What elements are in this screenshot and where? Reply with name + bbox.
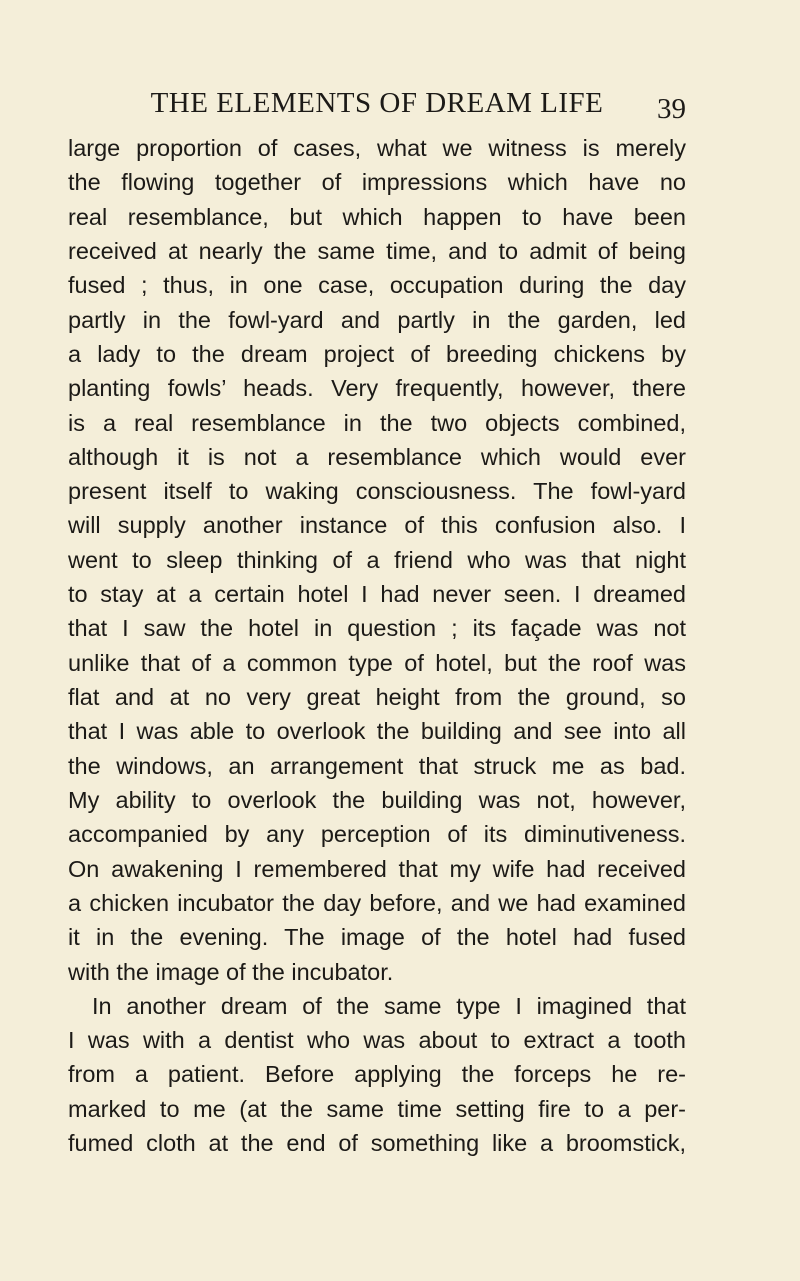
- body-text: [68, 131, 686, 1160]
- text-line: present itself to waking consciousness. The fowl-yard: [68, 478, 686, 505]
- text-line: unlike that of a common type of hotel, but the roof was: [68, 649, 686, 676]
- text-line: My ability to overlook the building was not, however,: [68, 786, 686, 813]
- text-line: In another dream of the same type I imagined that: [92, 992, 686, 1019]
- text-line: from a patient. Before applying the forceps he re-: [68, 1061, 686, 1088]
- text-line: accompanied by any perception of its diminutiveness.: [68, 821, 686, 848]
- text-line: a chicken incubator the day before, and we had examined: [68, 889, 686, 916]
- running-title: THE ELEMENTS OF DREAM LIFE: [150, 87, 604, 119]
- text-line: large proportion of cases, what we witness is merely: [68, 135, 686, 161]
- text-line: although it is not a resemblance which would ever: [68, 443, 686, 470]
- page-number: 39: [657, 93, 686, 125]
- text-line: fused ; thus, in one case, occupation during the day: [68, 272, 686, 299]
- page-header: [68, 82, 686, 125]
- text-line: will supply another instance of this confusion also. I: [68, 512, 686, 539]
- text-line: went to sleep thinking of a friend who was that night: [68, 546, 686, 573]
- text-line: to stay at a certain hotel I had never seen. I dreamed: [68, 581, 686, 608]
- text-line: I was with a dentist who was about to extract a tooth: [68, 1027, 686, 1054]
- text-line: real resemblance, but which happen to have been: [68, 203, 686, 230]
- text-line: planting fowls’ heads. Very frequently, however, there: [68, 375, 686, 402]
- text-line: it in the evening. The image of the hotel had fused: [68, 924, 686, 951]
- text-line: the flowing together of impressions which have no: [68, 169, 686, 196]
- text-line: a lady to the dream project of breeding chickens by: [68, 340, 686, 367]
- text-line: with the image of the incubator.: [68, 958, 394, 985]
- text-line: On awakening I remembered that my wife had received: [68, 855, 686, 882]
- text-line: that I saw the hotel in question ; its façade was not: [68, 615, 686, 642]
- text-line: partly in the fowl-yard and partly in the garden, led: [68, 306, 686, 333]
- text-line: received at nearly the same time, and to admit of being: [68, 237, 686, 264]
- text-line: that I was able to overlook the building and see into all: [68, 718, 686, 745]
- text-line: flat and at no very great height from the ground, so: [68, 684, 686, 710]
- text-line: is a real resemblance in the two objects combined,: [68, 409, 686, 436]
- text-line: marked to me (at the same time setting fire to a per-: [68, 1095, 686, 1122]
- text-line: the windows, an arrangement that struck me as bad.: [68, 752, 686, 779]
- text-line: fumed cloth at the end of something like a broomstick,: [68, 1130, 686, 1157]
